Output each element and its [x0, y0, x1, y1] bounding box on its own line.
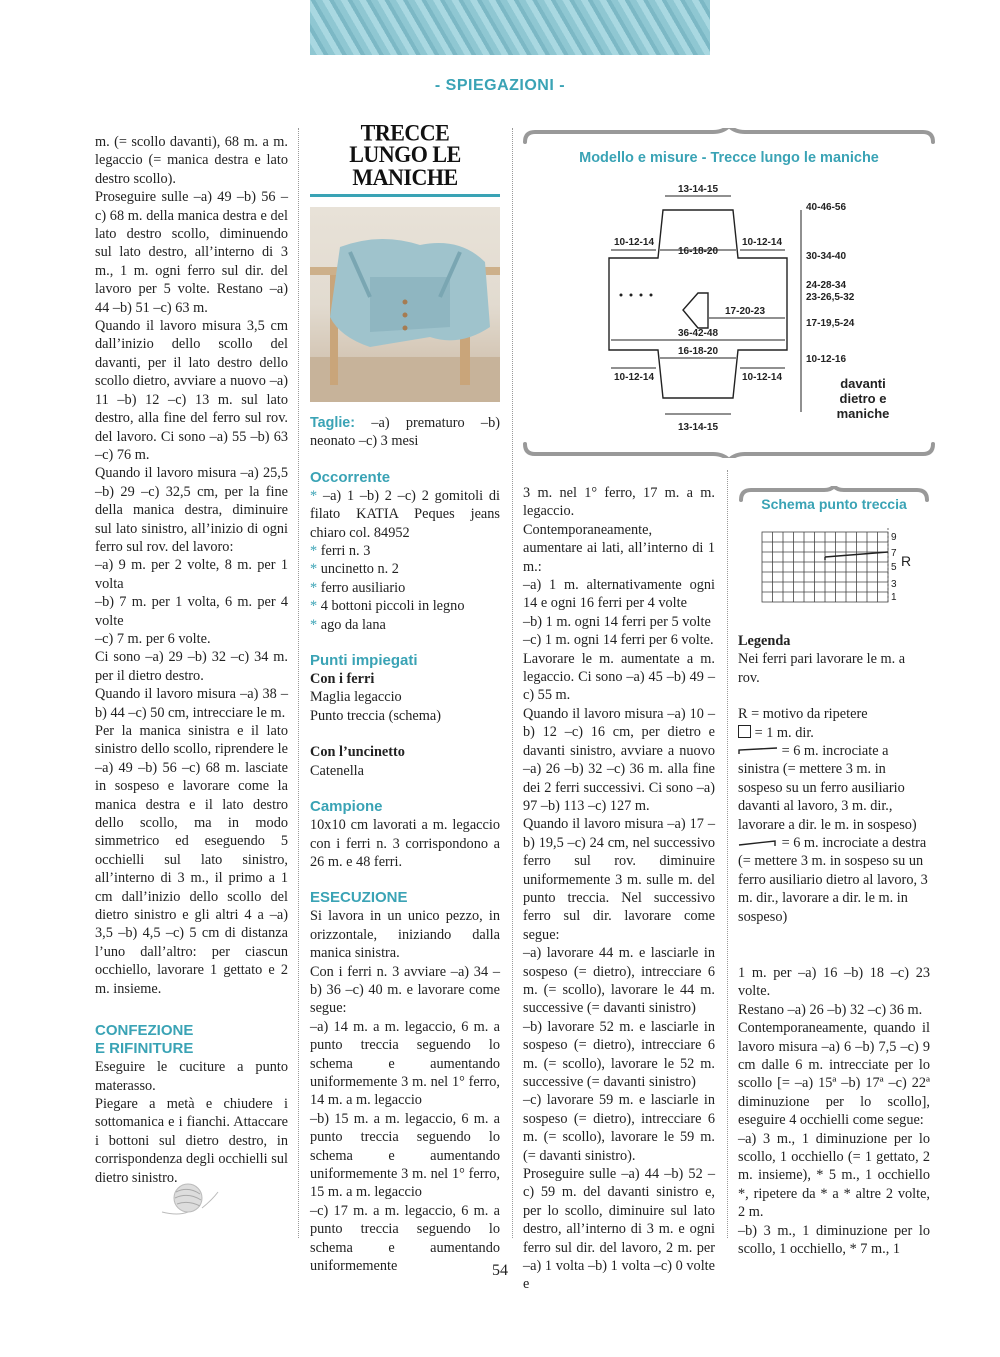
left-cross-icon	[738, 742, 778, 750]
column-1	[95, 133, 288, 1187]
caption-1: davanti	[840, 376, 886, 391]
paragraph: Proseguire sulle –a) 49 –b) 56 –c) 68 m. della manica destra e del lato destro scollo, diminuendo sul lato destro, all’interno di 3 m., 1 m. ogni ferro sul dir. del lavoro per 5 volte. Restano –a) 44 –b) 51 –c) 63 m.	[95, 189, 288, 316]
taglie-label: Taglie:	[310, 415, 356, 431]
paragraph: m. (= scollo davanti), 68 m. a m. legaccio (= manica destra e lato destro scollo).	[95, 134, 288, 187]
paragraph: –a) 1 m. alternativamente ogni 14 e ogni 16 ferri per 4 volte	[523, 577, 715, 612]
label-r2: 30-34-40	[806, 251, 847, 262]
paragraph: –c) 7 m. per 6 volte.	[95, 630, 211, 647]
label-r1: 40-46-56	[806, 202, 847, 213]
paragraph: Quando il lavoro misura –a) 17 –b) 19,5 –c) 24 cm, nel successivo ferro sul rov. diminuire uniformemente 3 m. sulle m. del punto treccia. Nel successivo ferro sul dir. lavorare come segue:	[523, 816, 715, 943]
paragraph: –c) 1 m. ogni 14 ferri per 6 volte.	[523, 632, 714, 649]
knit-texture-banner	[310, 0, 710, 55]
column-divider	[727, 470, 728, 1238]
punti-heading: Punti impiegati	[310, 652, 418, 670]
yarn-ball-icon	[158, 1178, 222, 1223]
label-r3: 24-28-34	[806, 280, 847, 291]
right-cross-icon	[738, 834, 778, 842]
caption-2: dietro e	[839, 391, 887, 406]
subheading: Con i ferri	[310, 671, 375, 688]
label-bottom: 13-14-15	[677, 422, 719, 433]
row-number: 1	[891, 592, 897, 603]
paragraph: Lavorare le m. aumentate a m. legaccio. Ci sono –a) 45 –b) 49 –c) 55 m.	[523, 650, 715, 704]
legend-intro: Nei ferri pari lavorare le m. a rov.	[738, 651, 906, 686]
paragraph: –b) 7 m. per 1 volta, 6 m. per 4 volte	[95, 594, 288, 629]
paragraph: Restano –a) 26 –b) 32 –c) 36 m.	[738, 1001, 923, 1018]
paragraph: Si lavora in un unico pezzo, in orizzontale, iniziando dalla manica sinistra.	[310, 908, 500, 962]
paragraph: Con i ferri n. 3 avviare –a) 34 –b) 36 –c) 40 m. e lavorare come segue:	[310, 963, 500, 1017]
paragraph: 10x10 cm lavorati a m. legaccio con i ferri n. 3 corrispondono a 26 m. e 48 ferri.	[310, 817, 500, 870]
confezione-heading-2: E RIFINITURE	[95, 1040, 194, 1058]
column-divider	[512, 128, 513, 1238]
label-center-top: 16-18-20	[677, 246, 719, 257]
paragraph: –c) lavorare 59 m. e lasciarle in sospeso (= dietro), intrecciare 6 m. (= scollo), lavorare le 59 m. (= davanti sinistro).	[523, 1092, 715, 1164]
list-item: Catenella	[310, 762, 364, 779]
legend	[738, 632, 930, 926]
label-sleeve-left-top: 10-12-14	[613, 237, 655, 248]
paragraph: Per la manica sinistra e il lato sinistro dello scollo, riprendere le –a) 49 –b) 56 –c) 68 m. lasciate in sospeso e lavorare come la manica destra e il lato destro dello scollo, ma in modo simmetrico ed eseguendo 5 occhielli sul lato sinistro, all’interno di 3 m., il primo a 1 cm dall’inizio dello scollo del dietro sinistro e gli altri 4 a –a) 3,5 –b) 4,5 –c) 5 cm di distanza l’uno dall’altro: per ciascun occhiello, lavorare 1 gettato e 2 m. insieme.	[95, 723, 288, 997]
paragraph: Eseguire le cuciture a punto materasso.	[95, 1059, 288, 1094]
schema-title: Schema punto treccia	[761, 496, 907, 512]
label-top: 13-14-15	[677, 184, 719, 195]
legend-square: = 1 m. dir.	[738, 724, 930, 742]
diagram-title: Modello e misure - Trecce lungo le maniche	[579, 150, 879, 166]
product-photo	[310, 207, 500, 402]
paragraph: –b) 15 m. a m. legaccio, 6 m. a punto treccia seguendo lo schema e aumentando uniformemente 3 m. nel 1° ferro, 15 m. a m. legaccio	[310, 1110, 500, 1201]
list-item: * 4 bottoni piccoli in legno	[310, 598, 465, 615]
label-center-bottom: 16-18-20	[677, 346, 719, 357]
legend-left-cross: = 6 m. incrociate a sinistra (= mettere 3 m. in sospeso su un ferro ausiliario davanti al lavoro, 3 m. dir., lavorare a dir. le m. in sospeso)	[738, 743, 917, 833]
column-2	[310, 119, 500, 1275]
paragraph: –b) lavorare 52 m. e lasciarle in sospeso (= dietro), intrecciare 6 m. (= scollo), lavorare le 52 m. successive (= davanti sinistro)	[523, 1018, 715, 1090]
label-neck: 17-20-23	[724, 306, 766, 317]
list-item: * ferri n. 3	[310, 543, 371, 560]
paragraph: 1 m. per –a) 16 –b) 18 –c) 23 volte.	[738, 965, 930, 1000]
repeat-mark: R	[901, 553, 912, 569]
label-r6: 10-12-16	[806, 354, 847, 365]
list-item: * uncinetto n. 2	[310, 561, 399, 578]
list-item: * ago da lana	[310, 616, 386, 633]
label-sleeve-right-top: 10-12-14	[741, 237, 783, 248]
legend-r: R = motivo da ripetere	[738, 706, 868, 723]
pattern-subtitle: LUNGO LE MANICHE	[349, 140, 461, 191]
label-r4: 23-26,5-32	[806, 292, 855, 303]
list-item: Punto treccia (schema)	[310, 707, 441, 724]
knit-square-icon	[738, 725, 751, 738]
paragraph: –a) 3 m., 1 diminuzione per lo scollo, 1 occhiello (= 1 gettato, 2 m. insieme), * 5 m., 1 occhiello *, ripetere da * a * altre 2 volte, 2 m.	[738, 1130, 930, 1221]
column-4	[738, 964, 930, 1259]
paragraph: –b) 1 m. ogni 14 ferri per 5 volte	[523, 613, 711, 630]
column-divider	[298, 128, 299, 1238]
paragraph: –b) 3 m., 1 diminuzione per lo scollo, 1 occhiello, * 7 m., 1	[738, 1222, 930, 1258]
paragraph: 3 m. nel 1° ferro, 17 m. a m. legaccio.	[523, 485, 715, 520]
paragraph: –c) 17 m. a m. legaccio, 6 m. a punto treccia seguendo lo schema e aumentando uniformemente	[310, 1202, 500, 1275]
row-number: 5	[891, 562, 897, 573]
list-item: * ferro ausiliario	[310, 579, 406, 596]
legend-title: Legenda	[738, 633, 791, 649]
row-number: 3	[891, 579, 897, 590]
paragraph: Ci sono –a) 29 –b) 32 –c) 34 m. per il dietro destro.	[95, 649, 288, 684]
label-body: 36-42-48	[677, 328, 719, 339]
paragraph: –a) 9 m. per 2 volte, 8 m. per 1 volta	[95, 557, 288, 592]
paragraph: Quando il lavoro misura –a) 25,5 –b) 29 –c) 32,5 cm, per la fine della manica destra, diminuire sul lato sinistro, all’inizio di ogni ferro sul rov. del lavoro:	[95, 465, 288, 555]
taglie-text: –a) prematuro –b) neonato –c) 3 mesi	[310, 415, 500, 450]
column-3	[523, 484, 715, 1294]
esecuzione-heading: ESECUZIONE	[310, 889, 408, 907]
campione-heading: Campione	[310, 798, 383, 816]
paragraph: Quando il lavoro misura 3,5 cm dall’inizio dello scollo del davanti, per il lato destro dello scollo dietro, avviare a nuovo –a) 11 –b) 12 –c) 13 m. sul lato destro, alla fine del ferro sul rov. del lavoro. Ci sono –a) 55 –b) 63 –c) 76 m.	[95, 318, 288, 463]
row-number: 9	[891, 532, 897, 543]
paragraph: Quando il lavoro misura –a) 38 –b) 44 –c) 50 cm, intrecciare le m.	[95, 686, 288, 721]
label-r5: 17-19,5-24	[806, 318, 855, 329]
subheading: Con l’uncinetto	[310, 744, 405, 761]
paragraph: Quando il lavoro misura –a) 10 –b) 12 –c) 16 cm, per dietro e davanti sinistro, avviare a nuovo –a) 26 –b) 32 –c) 36 m. alla fine dei 2 ferri successivi. Ci sono –a) 97 –b) 113 –c) 127 m.	[523, 705, 715, 814]
paragraph: –a) 14 m. a m. legaccio, 6 m. a punto treccia seguendo lo schema e aumentando uniformemente 3 m. nel 1° ferro, 14 m. a m. legaccio	[310, 1018, 500, 1109]
caption-3: maniche	[836, 406, 890, 421]
pattern-title: TRECCE	[360, 119, 450, 146]
confezione-heading: CONFEZIONE	[95, 1022, 194, 1040]
paragraph: Proseguire sulle –a) 44 –b) 52 –c) 59 m. del davanti sinistro e, per lo scollo, diminuire sul lato destro, all’interno di 3 m. e ogni ferro sul dir. del lavoro, 2 m. per –a) 1 volta –b) 1 volta –c) 0 volte e	[523, 1166, 715, 1293]
measurements-diagram	[523, 128, 935, 458]
paragraph: –a) lavorare 44 m. e lasciarle in sospeso (= dietro), intrecciare 6 m. (= scollo), lavorare le 44 m. successive (= davanti sinistro)	[523, 945, 715, 1017]
paragraph: Contemporaneamente, aumentare ai lati, all’interno di 1 m.:	[523, 521, 715, 575]
stitch-chart-box	[738, 486, 930, 611]
paragraph: Piegare a metà e chiudere i sottomanica e i fianchi. Attaccare i bottoni sul dietro destro, in corrispondenza degli occhielli sul dietro sinistro.	[95, 1095, 288, 1186]
list-item: * –a) 1 –b) 2 –c) 2 gomitoli di filato KATIA Peques jeans chiaro col. 84952	[310, 487, 500, 541]
occorrente-heading: Occorrente	[310, 468, 391, 486]
paragraph: Contemporaneamente, quando il lavoro misura –a) 6 –b) 7,5 –c) 9 cm dalle 6 m. intrecciate per lo scollo [= –a) 15ª –b) 17ª –c) 22ª diminuzione per lo scollo], eseguire 4 occhielli come segue:	[738, 1020, 930, 1129]
title-rule	[310, 194, 500, 197]
page-number: 54	[492, 1262, 508, 1279]
list-item: Maglia legaccio	[310, 689, 402, 706]
label-sleeve-left-bottom: 10-12-14	[613, 372, 655, 383]
label-sleeve-right-bottom: 10-12-14	[741, 372, 783, 383]
row-number: 7	[891, 548, 897, 559]
legend-right-cross: = 6 m. incrociate a destra (= mettere 3 m. in sospeso su un ferro ausiliario dietro al lavoro, 3 m. dir., lavorare a dir. le m. in sospeso)	[738, 835, 928, 925]
section-title: - SPIEGAZIONI -	[434, 77, 566, 94]
